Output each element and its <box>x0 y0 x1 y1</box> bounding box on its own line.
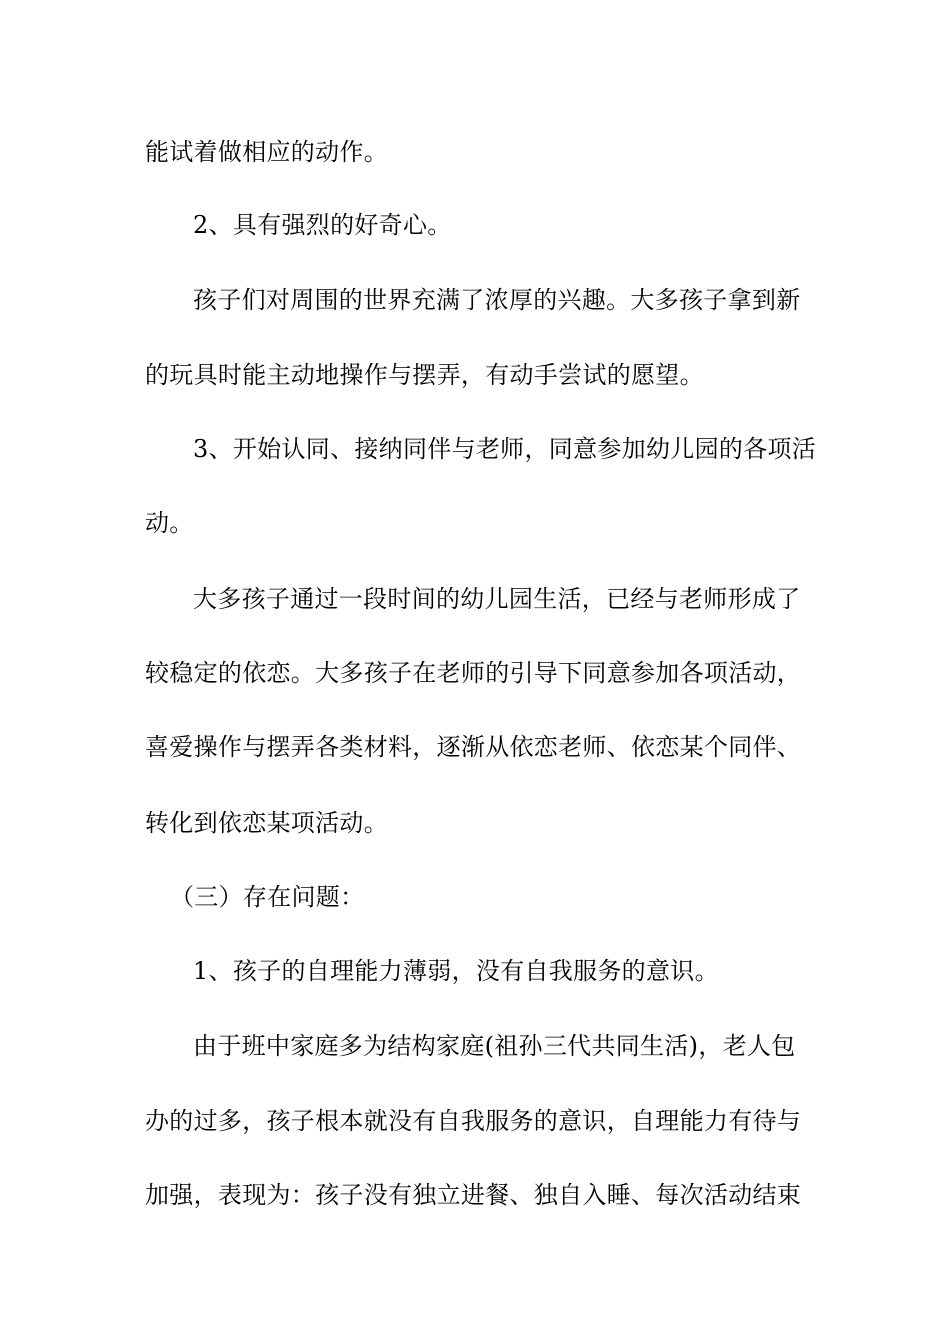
paragraph-line: 办的过多，孩子根本就没有自我服务的意识，自理能力有待与 <box>145 1107 802 1135</box>
paragraph-line: 较稳定的依恋。大多孩子在老师的引导下同意参加各项活动， <box>145 659 802 687</box>
paragraph-line: 由于班中家庭多为结构家庭(祖孙三代共同生活)，老人包 <box>193 1032 796 1060</box>
section-heading: （三）存在问题： <box>170 883 365 911</box>
list-item-heading: 3、开始认同、接纳同伴与老师，同意参加幼儿园的各项活 <box>193 435 817 463</box>
paragraph-line: 转化到依恋某项活动。 <box>145 809 388 837</box>
paragraph-line: 喜爱操作与摆弄各类材料，逐渐从依恋老师、依恋某个同伴、 <box>145 733 802 761</box>
paragraph-line: 大多孩子通过一段时间的幼儿园生活，已经与老师形成了 <box>193 585 801 613</box>
paragraph-line: 孩子们对周围的世界充满了浓厚的兴趣。大多孩子拿到新 <box>193 286 801 314</box>
paragraph-line: 的玩具时能主动地操作与摆弄，有动手尝试的愿望。 <box>145 361 704 389</box>
paragraph-line: 加强，表现为：孩子没有独立进餐、独自入睡、每次活动结束 <box>145 1181 802 1209</box>
list-item-heading: 2、具有强烈的好奇心。 <box>193 211 452 239</box>
list-item-heading: 1、孩子的自理能力薄弱，没有自我服务的意识。 <box>193 957 719 985</box>
body-text-line: 能试着做相应的动作。 <box>145 138 388 166</box>
list-item-heading-continuation: 动。 <box>145 509 194 537</box>
